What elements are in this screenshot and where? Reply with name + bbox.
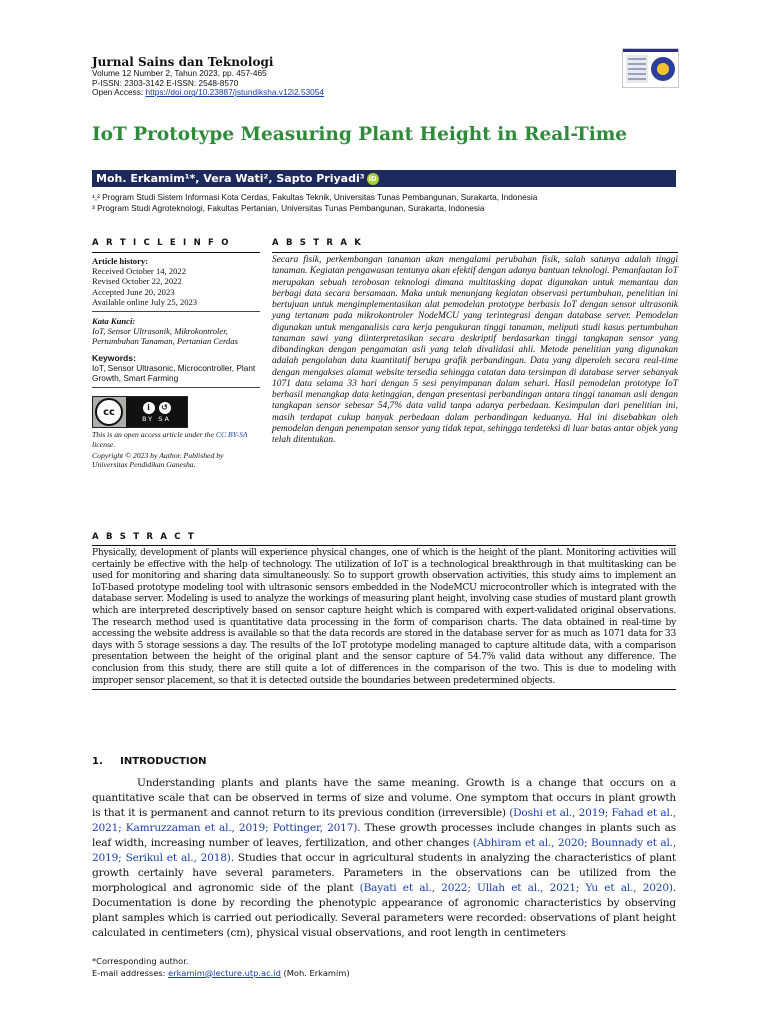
university-seal-icon xyxy=(651,57,675,81)
citation-link[interactable]: (Bayati et al., 2022; Ullah et al., 2021; Yu et al., 2020) xyxy=(359,882,673,894)
author-list: Moh. Erkamim¹*, Vera Wati², Sapto Priyadi³ xyxy=(96,172,365,185)
history-label: Article history: xyxy=(92,256,149,266)
affiliation-1: ¹,² Program Studi Sistem Informasi Kota Cerdas, Fakultas Teknik, Universitas Tunas Pembangunan, Surakarta, Indonesia xyxy=(92,192,538,202)
journal-open-access xyxy=(92,88,592,98)
abstract-text: Physically, development of plants will experience physical changes, one of which is the height of the plant. Monitoring activities will certainly be effective with the help of technology. The utilization of IoT is a technological breakthrough in that multitasking can be used for monitoring and sharing data simultaneously. So to support growth observation activities, this study aims to implement an IoT-based prototype modeling tool with ultrasonic sensors embedded in the NodeMCU microcontroller which is integrated with the database server. Modeling is used to analyze the workings of measuring plant height, involving case studies of mustard plant growth which are interpreted descriptively based on sensor capture height which is compared with expert-validated original observations. The research method used is quantitative data processing in the form of comparison charts. The data obtained in real-time by accessing the website address is available so that the data records are stored in the database server for as much as 1071 data for 33 days with 5 storage sessions a day. The results of the IoT prototype modeling managed to capture altitude data, with a comparison presentation between the height of the original plant and the sensor capture of 54.7% valid data without any difference. The conclusion from this study, there are still quite a lot of differences in the comparison of the two. This is due to modeling with improper sensor placement, so that it is detected outside the boundaries between predetermined objects. xyxy=(92,548,676,686)
kata-kunci xyxy=(92,316,260,347)
abstrak-heading: A B S T R A K xyxy=(272,238,364,248)
journal-cover-logo xyxy=(622,48,679,88)
kata-kunci-text: IoT, Sensor Ultrasonik, Mikrokontroler, Pertumbuhan Tanaman, Pertanian Cerdas xyxy=(92,326,238,347)
cc-tags: BY SA xyxy=(142,414,171,423)
cc-by-sa-badge[interactable] xyxy=(92,396,188,428)
license-note: This is an open access article under the CC BY-SA license. xyxy=(92,430,248,449)
received-date: Received October 14, 2022 xyxy=(92,266,187,277)
keywords-text: IoT, Sensor Ultrasonic, Microcontroller, Plant Growth, Smart Farming xyxy=(92,362,256,384)
section-heading-introduction: 1. INTRODUCTION xyxy=(92,756,207,767)
open-access-label: Open Access: xyxy=(92,87,146,98)
abstrak xyxy=(272,238,678,446)
journal-header xyxy=(92,55,592,98)
by-icon: i xyxy=(143,402,155,414)
email-link[interactable]: erkamim@lecture.utp.ac.id xyxy=(168,967,281,978)
affiliations xyxy=(92,192,692,213)
cc-icon: cc xyxy=(95,398,123,426)
corresponding-author: *Corresponding author. xyxy=(92,956,189,966)
footnote xyxy=(92,956,692,979)
introduction-paragraph: Understanding plants and plants have the same meaning. Growth is a change that occurs on a quantitative scale that can be observed in terms of size and volume. One symptom that occurs in plant growth is that it is permanent and cannot return to its previous condition (irreversible) (Doshi et al., 2019; Fahad et al., 2021; Kamruzzaman et al., 2019; Pottinger, 2017). These growth processes include changes in plants such as leaf width, increasing number of leaves, fertilization, and other changes (Abhiram et al., 2020; Bounnady et al., 2019; Serikul et al., 2018). Studies that occur in agricultural students in analyzing the characteristics of plant growth certainly have several parameters. Parameters in the observations can be utilized from the morphological and agronomic side of the plant (Bayati et al., 2022; Ullah et al., 2021; Yu et al., 2020). Documentation is done by recording the phenotypic appearance of agronomic characteristics by observing plant samples which is carried out periodically. Several parameters were recorded: observations of plant height calculated in centimeters (cm), physical visual observations, and root length in centimeters xyxy=(92,777,676,939)
article-history xyxy=(92,256,260,307)
email-line: E-mail addresses: erkamim@lecture.utp.ac.id (Moh. Erkamim) xyxy=(92,967,350,978)
journal-title: Jurnal Sains dan Teknologi xyxy=(92,55,274,69)
abstract xyxy=(92,532,676,690)
affiliation-2: ³ Program Studi Agroteknologi, Fakultas Pertanian, Universitas Tunas Pembangunan, Surakarta, Indonesia xyxy=(92,202,485,213)
sa-icon: ↺ xyxy=(159,402,171,414)
paper-title: IoT Prototype Measuring Plant Height in Real-Time xyxy=(92,124,628,145)
keywords-label: Keywords: xyxy=(92,352,136,363)
license-link[interactable]: CC BY-SA xyxy=(215,430,248,440)
doi-link[interactable]: https://doi.org/10.23887/jstundiksha.v12i2.53054 xyxy=(145,87,325,98)
article-info xyxy=(92,238,260,469)
journal-issn: P-ISSN: 2303-3142 E-ISSN: 2548-8570 xyxy=(92,77,239,88)
abstract-heading: A B S T R A C T xyxy=(92,532,196,542)
abstrak-text: Secara fisik, perkembangan tanaman akan mengalami perubahan fisik, salah satunya adalah tinggi tanaman. Kegiatan pengawasan tentunya akan efektif dengan adanya bantuan teknologi. Pemanfaatan IoT merupakan sebuah terobosan teknologi dimana multitasking dapat digunakan untuk memantau dan berbagi data secara bersamaan. Maka untuk menunjang kegiatan observasi pertumbuhan, penelitian ini bertujuan untuk mengimplementasikan alat pemodelan prototype berbasis IoT dengan sensor ultrasonik yang tertanam pada mikrokontroler NodeMCU yang terintegrasi dengan database server. Pemodelan digunakan untuk menganalisis cara kerja pengukuran tinggi tanaman, meliputi studi kasus pertumbuhan tanaman sawi yang diinterpretasikan secara deskriptif berdasarkan tinggi tangkapan sensor yang dibandingkan dengan pengamatan asli yang telah divalidasi ahli. Metode penelitian yang digunakan adalah pengolahan data kuantitatif berupa grafik perbandingan. Data yang diperoleh secara real-time dengan mengakses alamat website tersedia sehingga catatan data tersimpan di database server sebanyak 1071 data selama 33 hari dengan 5 sesi penyimpanan dalam sehari. Hasil pemodelan prototype IoT berhasil menangkap data ketinggian, dengan presentasi perbandingan antara tinggi tanaman asli dengan tangkapan sensor sebesar 54,7% data valid tanpa adanya perbedaan. Kesimpulan dari penelitian ini, masih terdapat cukup banyak perbedaan dalam perbandingan keduanya. Hal ini disebabkan oleh pemodelan dengan penempatan sensor yang tidak tepat, sehingga terdeteksi di luar batas antar objek yang telah ditentukan. xyxy=(272,255,678,445)
author-bar xyxy=(92,170,676,187)
accepted-date: Accepted June 20, 2023 xyxy=(92,286,175,297)
online-date: Available online July 25, 2023 xyxy=(92,296,198,307)
kata-kunci-label: Kata Kunci: xyxy=(92,316,136,327)
journal-volume: Volume 12 Number 2, Tahun 2023, pp. 457-465 xyxy=(92,68,267,78)
citation-link[interactable]: (Doshi et al., 2019; Fahad et al., 2021; Kamruzzaman et al., 2019; Pottinger, 2017) xyxy=(92,807,676,834)
citation-link[interactable]: (Abhiram et al., 2020; Bounnady et al., 2019; Serikul et al., 2018) xyxy=(92,837,676,864)
orcid-icon[interactable]: iD xyxy=(368,175,377,183)
revised-date: Revised October 22, 2022 xyxy=(92,276,182,287)
copyright-note: Copyright © 2023 by Author. Published by Universitas Pendidikan Ganesha. xyxy=(92,450,224,470)
keywords xyxy=(92,353,260,384)
article-info-heading: A R T I C L E I N F O xyxy=(92,238,231,248)
